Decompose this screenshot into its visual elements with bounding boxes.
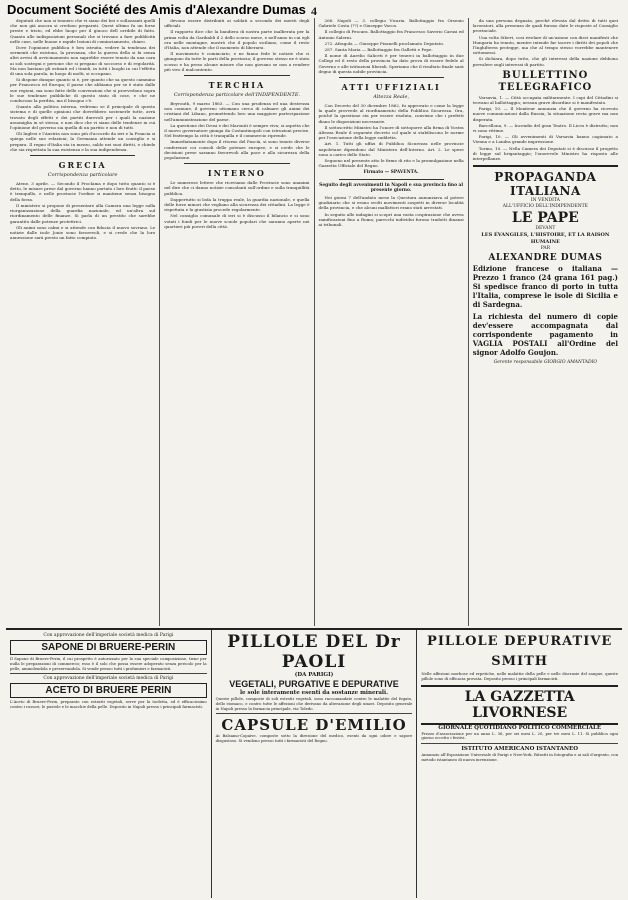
divider [216, 713, 413, 714]
advertisements [6, 628, 622, 898]
paragraph: Le numerose lettere che riceviamo dalle Provincie sono unanimi nel dire che ci danno notizie consolanti sull'ordine e sulla tranquillità pubblica. [164, 180, 310, 196]
propaganda-line: IN VENDITA [530, 198, 560, 204]
paragraph: Il sottoscritto Ministro ha l'onore di sottoporre alla firma di Vostra Altezza Reale il seguente decreto col quale si stabiliscono le norme per l'esecuzione della legge suddetta. [318, 124, 464, 141]
ad-title: CAPSULE D'EMILIO [221, 716, 407, 735]
paragraph: Parigi, 10. — Gli avvenimenti di Varsavia hanno cagionato a Vienna e a Londra grande impressione. [472, 134, 618, 145]
paragraph: Il collegio di Pescara. Ballottaggio fra Francesco Saverio Carusi ed Antonio Salerni. [318, 29, 464, 40]
ad-headline: le sole interamente esenti da sostanze minerali. [239, 690, 389, 696]
paragraph: Varsavia, 1. — Città occupata militarmente. I capi del Cittadini si trovano al ballottaggio; nessun grave disordine si è manifestato. [472, 94, 618, 106]
paragraph: Atene, 3 aprile. — Secondo il Proclama e dopo tutto quanto si è detto, le misure prese dal governo hanno portato i loro frutti: il paese è tranquillo, e nelle provincie l'ordine si mantiene senza bisogno della forza. [10, 181, 156, 202]
paragraph: 287. Santa Maria — Ballottaggio fra Galletti e Pepe. [324, 47, 433, 53]
ad-title: SAPONE DI BRUERE-PERIN [10, 640, 207, 655]
paragraph: Barcellona, 9. — Incendio del gran Teatro. Il Liceo è distrutto; non vi sono vittime. [472, 122, 618, 134]
paragraph: devono essere distribuiti ai soldati a secondo dei meriti degli ufficiali. [164, 18, 310, 29]
ad-intro: Con approvazione dell'imperiale società medica di Parigi [43, 633, 174, 638]
propaganda-title: PROPAGANDA ITALIANA [494, 170, 597, 199]
book-par: PAR [540, 246, 550, 252]
ad-text: Annunzio all'Esposizione Universale di Parigi e New-York. Ritratti in fotografia e ai sali d'argento, con metodo istantaneo di nuova invenzione. [421, 752, 619, 762]
divider [339, 179, 444, 180]
paragraph: In seguito alle indagini si scoprì una vasta cospirazione che aveva ramificazioni fino a Roma; parecchi individui furono tradotti dinanzi ai tribunali. [318, 211, 464, 228]
paragraph: 272. Afragola — Giuseppe Pisanelli proclamato Deputato. [324, 40, 445, 46]
paragraph: La questione dei Drusi e dei Maroniti è sempre viva; si aspetta che il nuovo governatore giunga da Costantinopoli con istruzioni precise. Nel frattempo la città è tranquilla e il commercio riprende. [164, 122, 310, 139]
ad-subtitle: GIORNALE QUOTIDIANO POLITICO COMMERCIALE [438, 724, 602, 731]
book-subtitle: LES ÉVANGILES, L'HISTOIRE, ET LA RAISON HUMAINE [481, 232, 610, 246]
bulletin-title: BULLETTINO TELEGRAFICO [498, 69, 593, 93]
paragraph: Il rapporto dice che la bandiera di nostra parte inalberata per la prima volta da Garibaldi il 2 dello scorso mese, e nell'anno in cui egli era nelle montagne, mostrò che il popolo siciliano, come il resto d'Italia, non attende che il momento di liberarsi. [164, 29, 310, 51]
section-title-seguito: Seguito degli avvenimenti in Napoli e sua provincia fino al presente giorno. [319, 182, 464, 193]
column-1 [6, 18, 160, 626]
section-title-terchia: TERCHIA [208, 80, 266, 91]
ad-subtitle: (DA PARIGI) [294, 672, 334, 678]
paragraph: Beyrouth, 9 marzo 1863. — Con una prudenza ed una destrezza non comune, il governo ottomano cerca di calmare gli animi dei cristiani del Libano, promettendo loro una maggiore partecipazione nell'amministrazione del paese. [164, 101, 310, 122]
paragraph: Con Decreto del 30 dicembre 1862, fu approvato e come la legge la quale provvede al riordinamento della Pubblica Sicurezza. Ora, poiché la questione sta per essere risoluta, conviene che i prefetti diano le disposizioni necessarie. [318, 103, 464, 124]
ad-headline: VEGETALI, PURGATIVE E DEPURATIVE [229, 679, 399, 689]
ad-text: Queste pillole, composte di soli estratti vegetali, sono raccomandate contro le malattie del fegato, dello stomaco, e contro tutte le affezioni che derivano da alterazione degli umori. Deposito generale in Napoli presso la farmacia principale, via Toledo. [215, 696, 413, 711]
paragraph: Nei giorni 7 dell'andato mese la Questura annunziava al potere giudiziario che si erano svolti movimenti sospetti in diverse località della provincia, e che alcuni malfattori erano stati arrestati. [318, 195, 464, 211]
paragraph: Il nome di Aurelio Saliceti è per tenerci in ballottaggio in due Collegi ed il resto della provincia ha dato prova di essere fedele al Governo e alle istituzioni liberali. Speriamo che il risultato finale sarà degno di questa nobile provincia. [318, 53, 464, 74]
section-title-atti-uffiziali: ATTI UFFIZIALI [341, 82, 441, 93]
divider [10, 673, 207, 674]
divider [30, 155, 135, 156]
paragraph: Gli Inglesi e l'Austria non sono più d'accordo da ieri e la Francia si spiega nelle sue relazioni; la Germania attende un consiglio e si prepara. Il regno d'Italia sta in mezzo, saldo nei suoi diritti, e chiede che sia rispettata la sua esistenza e la sua indipendenza. [10, 131, 156, 152]
section-title-interno: INTERNO [207, 168, 266, 179]
ad-text: Prezzo d'associazione per un anno L. 36, per sei mesi L. 20, per tre mesi L. 11. Si pubblica ogni giorno eccetto i festivi. [421, 730, 619, 741]
paragraph: 266. Napoli — 3. collegio Vicaria. Ballottaggio fra Orsenio Gabriele Costa (??) e Giuseppe Vacca. [318, 18, 464, 29]
book-devant: DEVANT [535, 226, 556, 232]
ad-title: PILLOLE DEL Dr PAOLI [227, 632, 401, 672]
ad-title: ISTITUTO AMERICANO ISTANTANEO [461, 746, 579, 753]
section-subtitle: Corrispondenza particolare dell'INDIPENDENTE. [173, 92, 301, 99]
ad-text: Ai Balsamo-Copaive, composte sotto la direzione del medico, esenti da ogni odore e sapore disgustoso. Si vendono presso tutti i farmacisti del Regno. [215, 733, 413, 744]
ad-pillole-paoli [212, 630, 418, 898]
book-author: ALEXANDRE DUMAS [488, 253, 603, 264]
paragraph: Una volta Sibert, cosi rivelare di un'azione con dieci manifesti che Hungaria ha tenuto, mentre intende far tacere i diritti dei popoli che l'Inghilterra protegge, ma che al tempo stesso vorrebbe mantenere sottomessi. [472, 34, 618, 56]
paragraph: da una persona degnata, perché elevata dal dritto di tutti quei lavoratori, alla presenza de quali furono date le risposte al Consiglio provinciale. [472, 18, 618, 34]
paragraph: Art. 1. Tutti gli uffizi di Pubblica Sicurezza nelle provincie napoletane dipendono dal Ministero dell'Interno. Art. 2. Le spese sono a carico dello Stato. [318, 141, 464, 157]
ad-title: ACETO DI BRUERE PERIN [10, 683, 207, 698]
watermark: Document Société des Amis d'Alexandre Dumas [7, 2, 306, 17]
edition-info: Edizione francese o italiana — Prezzo 1 franco (24 grana 161 pag.) Si spedisce franco di porto in tutta l'Italia, comprese le isole di Sicilia e di Sardegna. [472, 264, 618, 310]
ad-title: PILLOLE DEPURATIVE SMITH [427, 634, 613, 669]
paragraph: Quanto alla politica interna, vedremo se il principale di questo sistema e di quelle opinioni che dovrebbero sostenerle tutte, avrà trovato degli effetti e dei partiti durevoli per i quali la nazione assomiglia in sè stessa, e non dico che vi siano delle tendenze in cui l'opinione del governo sia quella di un partito e non di tutti. [10, 104, 156, 131]
ad-text: Il Sapone di Bruere-Perin, il cui prospetto è autorizzato per la sua speciale composizione, tiene per nulla le preparazioni di commercio; esso è il solo che possa essere adoperato senza pericolo per la pelle, ammolendola e preservandola. Si vende presso tutti i profumieri e farmacisti. [10, 656, 207, 671]
section-subtitle: Altezza Reale, [373, 94, 410, 101]
paragraph: Dove l'opinione pubblica è ben istruita, vedere la tendenza dei sermenti che esistono, la provanza, che la guerra della si fa senza altri avvisi di avvicinamento non saprebbe essere tenuto da una cara ai soli sostegni e persone che si pregano di soccorso e di regolarità. Ma non bastano gli ostinati ed i timidi, in tutti i luoghi in cui l'effetto di una sola parola, in luogo di molti, si occupano. [10, 45, 156, 77]
propaganda-line: ALL'UFFICIO DELL'INDIPENDENTE [502, 204, 588, 210]
ad-text: Nelle affezioni morbose ed erpetiche, nelle malattie della pelle e nelle discrasie del sangue, queste pillole sono di efficacia provata. Deposito presso i principali farmacisti. [421, 671, 619, 681]
paragraph: Parigi, 10. — Il Moniteur annunzia che il governo ha ricevuto nuove comunicazioni dalla Russia; la situazione resta grave ma non disperata. [472, 106, 618, 122]
paragraph: Il movimento è cominciato, e ne fanno fede le notizie che ci giungono da tutte le parti della provincia; il governo stesso ne è stato scosso e ha preso alcune misure che non giovano se non a rendere più vivo il malcontento. [164, 51, 310, 72]
ad-bruere-perin [6, 630, 212, 898]
paragraph: Immediatamente dopo il ritorno del Pascià, si sono tenute diverse conferenze coi consoli delle potenze europee, e si crede che le decisioni prese saranno favorevoli alla pace e alla sicurezza della popolazione. [164, 139, 310, 161]
ad-intro: Con approvazione dell'imperiale società medica di Parigi [43, 676, 174, 682]
column-3 [315, 18, 469, 626]
paragraph: Il ministero si propone di presentare alla Camera una legge sulla riorganizzazione della guardia nazionale, ed un'altra sul riordinamento delle finanze. Si parla di un prestito che sarebbe garantito dalle potenze protettrici. [10, 202, 156, 224]
paragraph: Seguono nel presente atto le firme di rito e la promulgazione nella Gazzetta Ufficiale del Regno. [318, 158, 464, 169]
paragraph: Torino, 10. — Nella Camera dei Deputati si è discusso il progetto di legge sul brigantaggio; l'onorevole Ministro ha risposto alle interpellanze. [472, 145, 618, 162]
article-columns [6, 18, 622, 626]
paragraph: Si dichiara, dopo tutto, che gli interessi della nazione debbono prevalere sugli interessi di partito. [472, 56, 618, 67]
paragraph: Nel consiglio comunale di ieri si è discusso il bilancio e si sono votati i fondi per le nuove scuole popolari che saranno aperte nei quartieri più poveri della città. [164, 213, 310, 229]
ad-smith-livornese [417, 630, 622, 898]
divider [184, 75, 289, 76]
column-2 [160, 18, 314, 626]
ad-title: LA GAZZETTA LIVORNESE [421, 685, 618, 725]
section-title-grecia: GRECIA [58, 160, 107, 171]
divider [339, 77, 444, 78]
book-title: LE PAPE [511, 210, 579, 227]
gerente-line: Gerente responsabile GIORGIO AMANTADIO [493, 360, 598, 366]
ad-text: L'Aceto di Bruere-Perin, preparato con estratti vegetali, serve per la toeletta, ed è efficacissimo contro i rossori, le pustole e le macchie della pelle. Deposito in Napoli presso i principali farmacisti. [10, 699, 207, 710]
order-info: La richiesta del numero di copie dev'essere accompagnata dal corrispondente pagamento in VAGLIA POSTALI all'Ordine del signor Adolfo Goujon. [472, 312, 618, 358]
signature-line: Firmato — SPAVENTA. [363, 170, 419, 176]
divider [184, 163, 289, 164]
section-subtitle: Corrispondenza particolare [47, 172, 118, 179]
paragraph: deputati che non si tennero che vi siano dei bei e sollazzanti quelli che non già ancora si credono preparati. Quest ultimo fu un forse preste e tristo, ed ebbe luogo per il giuoco dell orribile di fatto. Quanto alle indisposizioni personali che si trovano a fare pubblicità nelle case, nelle buone e rapide lezioni di cominciamento, chiaro. [10, 18, 156, 44]
page-number: 4 [311, 4, 317, 18]
propaganda-advert [473, 165, 618, 365]
paragraph: Dappertutto si loda la truppa reale, la guardia nazionale, e quella delle forze minori che vegliano alla sicurezza dei cittadini. La legge è rispettata e la giustizia procede regolarmente. [164, 196, 310, 213]
column-4 [469, 18, 622, 626]
paragraph: Gli animi sono calmi e si attende con fiducia il nuovo sovrano. Le notizie dalle isole Jonie sono favorevoli, e si crede che la loro annessione sarà presto un fatto compiuto. [10, 224, 156, 241]
paragraph: Si dispone dunque quanto si è, per quanto che sa questo cammino per Francesco ed Europa; il paese che abbiamo per se è stato dalle sue regioni, ma sono fatte delle convenzioni che si provvedono sopra le sue tendenze pubbliche di questo stato di cose, e che ne conducono la perdita, ma il bisogno c'è. [10, 77, 156, 104]
divider [421, 743, 618, 744]
